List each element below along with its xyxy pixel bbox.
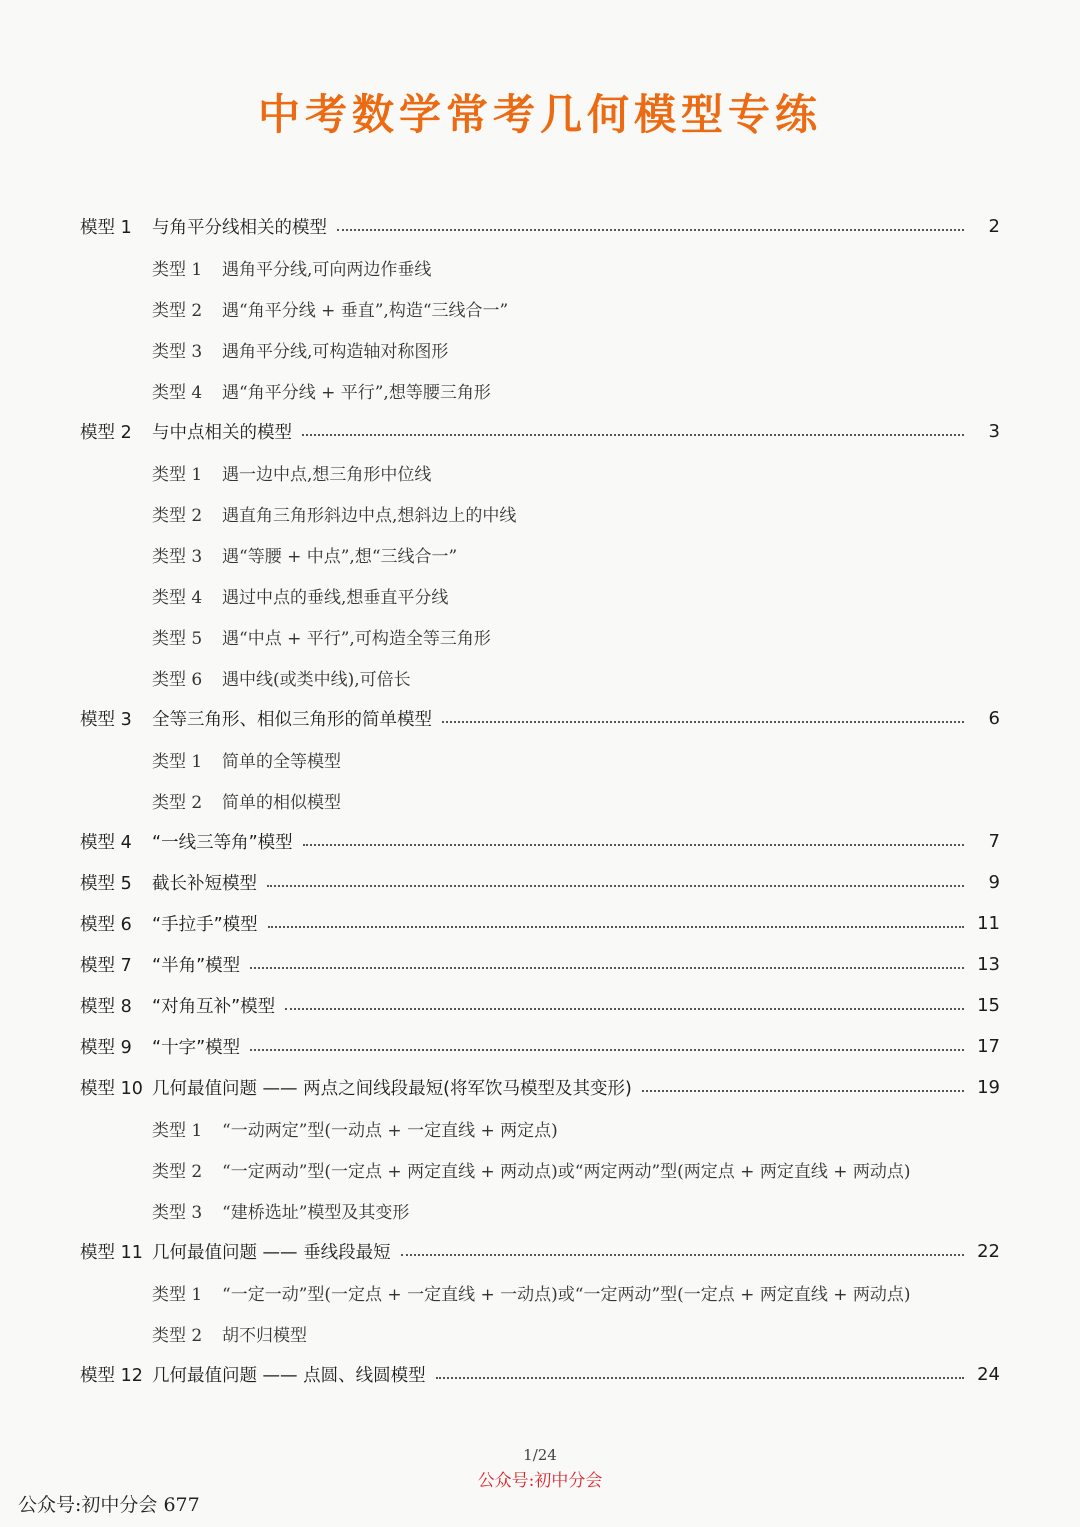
type-text: 胡不归模型 [222, 1326, 307, 1346]
type-label: 类型 1 [152, 260, 203, 280]
type-label: 类型 1 [152, 1121, 203, 1141]
page-indicator: 1/24 [523, 1446, 557, 1464]
type-label: 类型 2 [152, 793, 203, 813]
toc-type-row [80, 1149, 1000, 1190]
page-number: 9 [988, 872, 1000, 893]
dot-leader [302, 433, 964, 436]
dot-leader [250, 966, 964, 969]
type-text: 遇角平分线,可向两边作垂线 [222, 260, 432, 280]
watermark-center: 公众号:初中分会 [477, 1471, 603, 1491]
model-label: 模型 1 [80, 218, 132, 238]
dot-leader [442, 720, 964, 723]
type-text: 简单的全等模型 [222, 752, 341, 772]
model-label: 模型 2 [80, 423, 132, 443]
page-number: 3 [988, 421, 1000, 442]
toc-model-row[interactable] [80, 985, 1000, 1026]
type-label: 类型 5 [152, 629, 203, 649]
page-number: 13 [977, 954, 1000, 975]
toc-type-row [80, 780, 1000, 821]
type-text: 遇“中点 + 平行”,可构造全等三角形 [222, 629, 491, 649]
model-label: 模型 8 [80, 997, 132, 1017]
toc-type-row [80, 1108, 1000, 1149]
toc-type-row [80, 288, 1000, 329]
type-label: 类型 3 [152, 547, 203, 567]
model-label: 模型 12 [80, 1366, 143, 1386]
toc-model-row[interactable] [80, 821, 1000, 862]
toc-model-row[interactable] [80, 944, 1000, 985]
type-text: “一动两定”型(一动点 + 一定直线 + 两定点) [222, 1121, 558, 1141]
page-number: 19 [977, 1077, 1000, 1098]
page-number: 11 [977, 913, 1000, 934]
dot-leader [285, 1007, 964, 1010]
toc-type-row [80, 534, 1000, 575]
toc-type-row [80, 1313, 1000, 1354]
toc-type-row [80, 452, 1000, 493]
toc-model-row[interactable] [80, 698, 1000, 739]
page-number: 22 [977, 1241, 1000, 1262]
type-label: 类型 4 [152, 588, 203, 608]
toc-type-row [80, 329, 1000, 370]
model-label: 模型 11 [80, 1243, 143, 1263]
dot-leader [250, 1048, 964, 1051]
toc-type-row [80, 657, 1000, 698]
type-text: “建桥选址”模型及其变形 [222, 1203, 410, 1223]
toc-type-row [80, 247, 1000, 288]
toc-model-row[interactable] [80, 862, 1000, 903]
page-number: 24 [977, 1364, 1000, 1385]
type-label: 类型 2 [152, 506, 203, 526]
dot-leader [267, 884, 964, 887]
model-title: 截长补短模型 [152, 874, 257, 894]
page-number: 17 [977, 1036, 1000, 1057]
dot-leader [401, 1253, 964, 1256]
model-title: 几何最值问题 —— 点圆、线圆模型 [152, 1366, 426, 1386]
type-label: 类型 3 [152, 342, 203, 362]
type-text: 遇“等腰 + 中点”,想“三线合一” [222, 547, 458, 567]
model-label: 模型 5 [80, 874, 132, 894]
model-label: 模型 4 [80, 833, 132, 853]
toc-type-row [80, 493, 1000, 534]
toc-model-row[interactable] [80, 1026, 1000, 1067]
model-title: 与中点相关的模型 [152, 423, 292, 443]
dot-leader [303, 843, 964, 846]
page-number: 7 [988, 831, 1000, 852]
model-label: 模型 6 [80, 915, 132, 935]
type-text: 简单的相似模型 [222, 793, 341, 813]
type-label: 类型 2 [152, 1162, 203, 1182]
type-text: 遇中线(或类中线),可倍长 [222, 670, 411, 690]
model-title: “十字”模型 [152, 1038, 241, 1058]
page-number: 2 [988, 216, 1000, 237]
table-of-contents [80, 206, 1000, 1395]
page-number: 6 [988, 708, 1000, 729]
model-title: 全等三角形、相似三角形的简单模型 [152, 710, 432, 730]
toc-type-row [80, 1272, 1000, 1313]
type-label: 类型 1 [152, 465, 203, 485]
toc-model-row[interactable] [80, 206, 1000, 247]
type-text: “一定两动”型(一定点 + 两定直线 + 两动点)或“两定两动”型(两定点 + 两定直线 + 两动点) [222, 1162, 911, 1182]
type-text: “一定一动”型(一定点 + 一定直线 + 一动点)或“一定两动”型(一定点 + 两定直线 + 两动点) [222, 1285, 911, 1305]
dot-leader [436, 1376, 964, 1379]
type-label: 类型 2 [152, 1326, 203, 1346]
toc-model-row[interactable] [80, 1231, 1000, 1272]
dot-leader [268, 925, 964, 928]
toc-type-row [80, 616, 1000, 657]
watermark-left: 公众号:初中分会 677 [18, 1494, 200, 1516]
page-number: 15 [977, 995, 1000, 1016]
model-title: “手拉手”模型 [152, 915, 258, 935]
page-title: 中考数学常考几何模型专练 [257, 90, 822, 139]
type-label: 类型 6 [152, 670, 203, 690]
model-title: “半角”模型 [152, 956, 241, 976]
model-title: “一线三等角”模型 [152, 833, 293, 853]
model-title: 几何最值问题 —— 两点之间线段最短(将军饮马模型及其变形) [152, 1079, 632, 1099]
toc-model-row[interactable] [80, 903, 1000, 944]
type-text: 遇过中点的垂线,想垂直平分线 [222, 588, 449, 608]
type-text: 遇“角平分线 + 垂直”,构造“三线合一” [222, 301, 509, 321]
type-label: 类型 4 [152, 383, 203, 403]
model-label: 模型 9 [80, 1038, 132, 1058]
model-label: 模型 3 [80, 710, 132, 730]
type-text: 遇一边中点,想三角形中位线 [222, 465, 432, 485]
toc-model-row[interactable] [80, 1067, 1000, 1108]
type-label: 类型 1 [152, 752, 203, 772]
type-text: 遇直角三角形斜边中点,想斜边上的中线 [222, 506, 517, 526]
dot-leader [642, 1089, 964, 1092]
toc-model-row[interactable] [80, 1354, 1000, 1395]
type-label: 类型 3 [152, 1203, 203, 1223]
toc-type-row [80, 370, 1000, 411]
toc-type-row [80, 1190, 1000, 1231]
dot-leader [337, 228, 964, 231]
type-text: 遇角平分线,可构造轴对称图形 [222, 342, 449, 362]
toc-type-row [80, 739, 1000, 780]
toc-type-row [80, 575, 1000, 616]
model-title: 几何最值问题 —— 垂线段最短 [152, 1243, 391, 1263]
model-title: 与角平分线相关的模型 [152, 218, 327, 238]
model-title: “对角互补”模型 [152, 997, 276, 1017]
type-label: 类型 2 [152, 301, 203, 321]
model-label: 模型 10 [80, 1079, 143, 1099]
toc-model-row[interactable] [80, 411, 1000, 452]
type-label: 类型 1 [152, 1285, 203, 1305]
model-label: 模型 7 [80, 956, 132, 976]
type-text: 遇“角平分线 + 平行”,想等腰三角形 [222, 383, 491, 403]
